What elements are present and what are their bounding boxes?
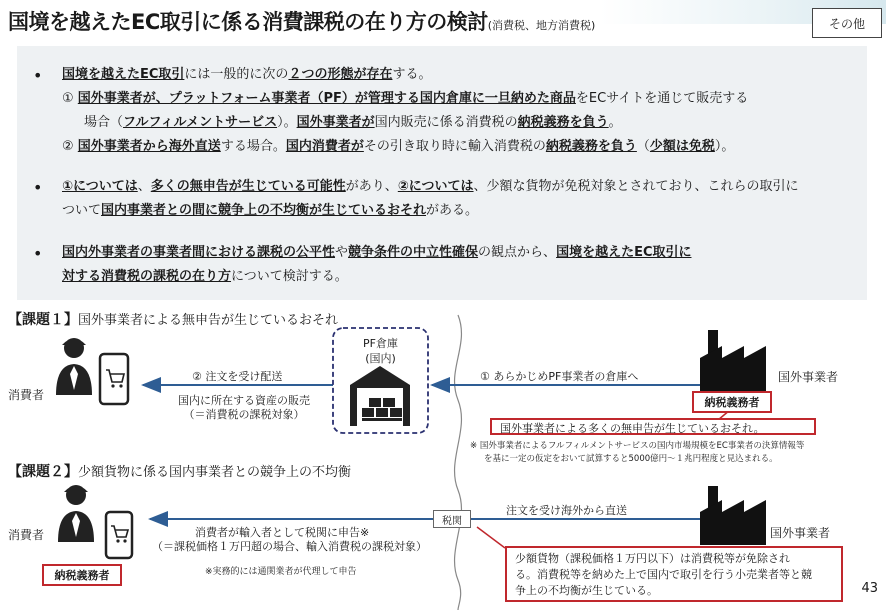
bullet-1-line-1: 国境を越えたEC取引には一般的に次の２つの形態が存在する。	[62, 67, 432, 82]
consumer-icon-2	[58, 485, 94, 542]
phone-cart-icon-1	[100, 354, 128, 404]
issue1-heading: 【課題１】国外事業者による無申告が生じているおそれ	[8, 312, 339, 328]
phone-cart-icon-2	[106, 512, 132, 558]
issue2-warning-line-3: 争上の不均衡が生じている。	[515, 584, 658, 597]
bullet-2-line-1: ①については、多くの無申告が生じている可能性があり、②については、少額な貨物が免税対象とされており、これらの取引に	[62, 179, 799, 194]
issue2-note: ※実務的には通関業者が代理して申告	[205, 567, 357, 577]
bullet-2-line-2: ついて国内事業者との間に競争上の不均衡が生じているおそれがある。	[62, 203, 479, 218]
page-number: 43	[861, 581, 878, 596]
bullet-1-dot: •	[33, 66, 43, 85]
page-title: 国境を越えたEC取引に係る消費課税の在り方の検討(消費税、地方消費税)	[8, 10, 596, 34]
issue1-duty-badge: 納税義務者	[692, 391, 772, 413]
factory-icon-1	[700, 330, 766, 395]
issue2-warning-box	[505, 546, 843, 602]
factory-icon-2	[700, 486, 766, 545]
bullet-1-item-1-line-1: ① 国外事業者が、プラットフォーム事業者（PF）が管理する国内倉庫に一旦納めた商品をECサイトを通じて販売する	[62, 91, 749, 106]
issue1-note-2: を基に一定の仮定をおいて試算すると5000億円～１兆円程度と見込まれる。	[484, 454, 778, 464]
issue2-heading: 【課題２】少額貨物に係る国内事業者との競争上の不均衡	[8, 464, 352, 480]
issue2-arrow-left-label-2: （＝課税価格１万円超の場合、輸入消費税の課税対象）	[152, 540, 427, 553]
customs-box: 税関	[433, 510, 471, 528]
issue2-consumer-label: 消費者	[8, 528, 45, 542]
issue1-arrow-left-label: ② 注文を受け配送	[192, 370, 283, 383]
issue2-arrow-right-label: 注文を受け海外から直送	[506, 504, 627, 517]
bullet-3-line-2: 対する消費税の課税の在り方について検討する。	[62, 269, 348, 284]
issue2-warning-line-1: 少額貨物（課税価格１万円以下）は消費税等が免除され	[515, 552, 790, 565]
consumer-icon-1	[56, 338, 92, 395]
issue1-arrow-right-label: ① あらかじめPF事業者の倉庫へ	[480, 370, 639, 383]
issue1-note-1: ※ 国外事業者によるフルフィルメントサービスの国内市場規模をEC事業者の決算情報等	[470, 441, 805, 451]
issue1-warning-box: 国外事業者による多くの無申告が生じているおそれ。	[490, 418, 816, 435]
border-wavy-line	[455, 315, 462, 610]
page-subtitle: (消費税、地方消費税)	[487, 19, 596, 32]
issue1-sub-label-2: （＝消費税の課税対象）	[183, 408, 305, 421]
category-tag: その他	[812, 8, 882, 38]
issue2-foreign-label: 国外事業者	[770, 526, 831, 540]
issue1-sub-label-1: 国内に所在する資産の販売	[178, 394, 310, 407]
issue2-callout-pointer	[477, 527, 505, 548]
issue1-consumer-label: 消費者	[8, 388, 45, 402]
bullet-1-item-1-line-2: 場合（フルフィルメントサービス）。国外事業者が国内販売に係る消費税の納税義務を負う。	[84, 115, 622, 130]
bullet-1-item-2: ② 国外事業者から海外直送する場合。国内消費者がその引き取り時に輸入消費税の納税義務を負う（少額は免税）。	[62, 139, 735, 154]
issue1-foreign-label: 国外事業者	[778, 370, 839, 384]
bullet-2-dot: •	[33, 178, 43, 197]
bullet-3-line-1: 国内外事業者の事業者間における課税の公平性や競争条件の中立性確保の観点から、国境を越えたEC取引に	[62, 245, 692, 260]
warehouse-label-1: PF倉庫	[363, 337, 398, 350]
issue2-duty-badge: 納税義務者	[42, 564, 122, 586]
bullet-3-dot: •	[33, 244, 43, 263]
warehouse-label-2: (国内)	[365, 352, 396, 365]
issue2-warning-line-2: る。消費税等を納めた上で国内で取引を行う小売業者等と競	[515, 568, 812, 581]
issue2-arrow-left-label-1: 消費者が輸入者として税関に申告※	[195, 526, 370, 539]
